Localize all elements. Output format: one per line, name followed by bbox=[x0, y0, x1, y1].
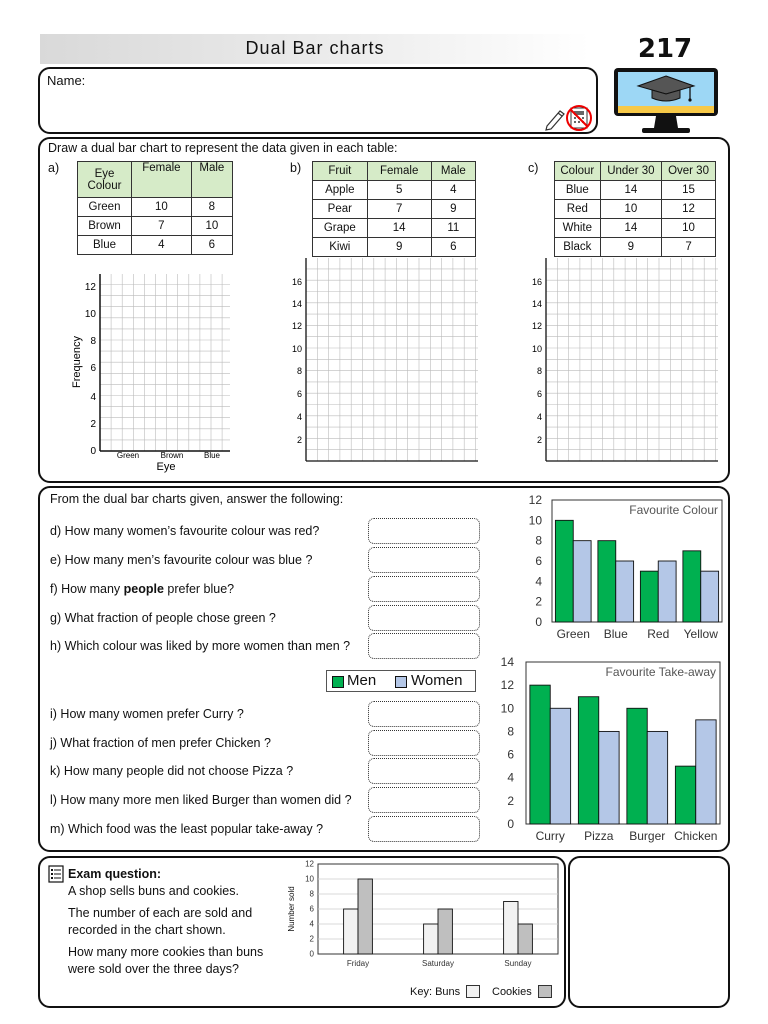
table-b-header: Fruit bbox=[313, 162, 368, 181]
table-b-cell: 14 bbox=[367, 219, 431, 238]
table-c-cell: 9 bbox=[600, 238, 661, 257]
x-tick-label: Blue bbox=[603, 627, 628, 641]
grid-b-ytick: 14 bbox=[291, 299, 302, 309]
table-c-header: Colour bbox=[555, 162, 601, 181]
sheet-number: 217 bbox=[637, 34, 693, 64]
grid-a-ytick: 0 bbox=[90, 446, 96, 457]
grid-b-ytick: 4 bbox=[296, 412, 302, 422]
table-a-cell: 4 bbox=[132, 236, 192, 255]
empty-grid-c[interactable] bbox=[526, 258, 722, 466]
grid-a-ytick: 6 bbox=[90, 363, 96, 374]
bar bbox=[555, 520, 573, 622]
exam-line: How many more cookies than buns bbox=[68, 945, 264, 959]
bar bbox=[683, 551, 701, 622]
y-tick-label: 4 bbox=[309, 919, 314, 929]
grid-b-ytick: 10 bbox=[291, 344, 302, 354]
grid-a-xcat: Brown bbox=[160, 451, 184, 460]
legend-women-label: Women bbox=[411, 672, 463, 689]
grid-a-ytick: 2 bbox=[90, 419, 96, 430]
key-buns-swatch bbox=[466, 985, 480, 998]
x-tick-label: Curry bbox=[535, 829, 565, 843]
grid-a-xcat: Blue bbox=[203, 451, 221, 460]
x-tick-label: Green bbox=[556, 627, 590, 641]
working-box[interactable] bbox=[568, 856, 730, 1008]
checklist-icon bbox=[48, 865, 64, 883]
table-a-cell: 10 bbox=[191, 217, 232, 236]
answer-box-i[interactable] bbox=[368, 701, 480, 727]
grid-b-ytick: 12 bbox=[291, 321, 302, 331]
bar bbox=[696, 720, 716, 824]
bar bbox=[438, 909, 452, 954]
table-a-cell: 10 bbox=[132, 198, 192, 217]
favourite-colour-chart bbox=[500, 490, 730, 650]
page-title: Dual Bar charts bbox=[245, 38, 385, 58]
y-tick-label: 6 bbox=[309, 904, 314, 914]
table-c-cell: Black bbox=[555, 238, 601, 257]
table-b-header: Female bbox=[367, 162, 431, 181]
table-b-cell: 9 bbox=[367, 238, 431, 257]
exam-line: The number of each are sold and bbox=[68, 906, 253, 920]
question-a-label: a) bbox=[48, 161, 60, 175]
y-tick-label: 10 bbox=[528, 513, 542, 528]
table-b bbox=[312, 161, 476, 257]
x-tick-label: Chicken bbox=[674, 829, 718, 843]
table-b-cell: 5 bbox=[367, 181, 431, 200]
x-tick-label: Saturday bbox=[421, 959, 455, 968]
grid-b-ytick: 6 bbox=[296, 389, 302, 399]
table-b-cell: 4 bbox=[431, 181, 475, 200]
grid-a-xcat: Green bbox=[116, 451, 140, 460]
table-b-cell: 7 bbox=[367, 200, 431, 219]
pencil-no-calculator-icon bbox=[544, 102, 600, 132]
grid-a-ytick: 12 bbox=[84, 282, 96, 293]
x-tick-label: Yellow bbox=[683, 627, 718, 641]
bar bbox=[640, 571, 658, 622]
table-c-cell: 10 bbox=[600, 200, 661, 219]
table-b-cell: Grape bbox=[313, 219, 368, 238]
answer-box-e[interactable] bbox=[368, 547, 480, 573]
key-cookies-label: Cookies bbox=[492, 986, 532, 998]
bar bbox=[598, 541, 616, 622]
question-e: e) How many men’s favourite colour was blue ? bbox=[50, 553, 313, 567]
exam-line: A shop sells buns and cookies. bbox=[68, 884, 239, 898]
question-i: i) How many women prefer Curry ? bbox=[50, 707, 244, 721]
table-b-header: Male bbox=[431, 162, 475, 181]
table-c-cell: 14 bbox=[600, 181, 661, 200]
bar bbox=[675, 766, 695, 824]
question-f-start: f) How many bbox=[50, 582, 124, 596]
favourite-takeaway-chart bbox=[490, 654, 730, 850]
table-b-cell: Pear bbox=[313, 200, 368, 219]
x-tick-label: Sunday bbox=[504, 959, 532, 968]
table-b-cell: 9 bbox=[431, 200, 475, 219]
y-tick-label: 8 bbox=[535, 533, 542, 548]
bar bbox=[573, 541, 591, 622]
y-tick-label: 8 bbox=[309, 889, 314, 899]
grid-a-xlabel: Eye bbox=[156, 461, 176, 473]
question-j: j) What fraction of men prefer Chicken ? bbox=[50, 736, 271, 750]
bar bbox=[530, 685, 550, 824]
legend bbox=[326, 670, 476, 692]
y-tick-label: 10 bbox=[305, 874, 314, 884]
table-c-cell: Blue bbox=[555, 181, 601, 200]
table-a-header: Eye Colour bbox=[78, 162, 132, 198]
table-c-cell: Red bbox=[555, 200, 601, 219]
y-tick-label: 6 bbox=[535, 554, 542, 568]
name-label: Name: bbox=[47, 73, 86, 88]
grid-b-ytick: 8 bbox=[296, 366, 302, 376]
y-tick-label: 4 bbox=[535, 574, 542, 589]
y-tick-label: 2 bbox=[309, 934, 314, 944]
question-m: m) Which food was the least popular take-away ? bbox=[50, 822, 324, 836]
table-c-cell: 7 bbox=[662, 238, 716, 257]
question-b-label: b) bbox=[290, 161, 302, 175]
answer-box-l[interactable] bbox=[368, 787, 480, 813]
answer-box-h[interactable] bbox=[368, 633, 480, 659]
y-tick-label: 0 bbox=[535, 615, 542, 629]
monitor-graduation-cap-icon bbox=[612, 66, 720, 136]
answer-box-k[interactable] bbox=[368, 758, 480, 784]
bar bbox=[616, 561, 634, 622]
grid-c-ytick: 8 bbox=[536, 366, 542, 376]
answer-box-g[interactable] bbox=[368, 605, 480, 631]
question-f bbox=[50, 582, 234, 596]
legend-women-swatch bbox=[395, 676, 407, 688]
answer-box-j[interactable] bbox=[368, 730, 480, 756]
table-a-cell: 6 bbox=[191, 236, 232, 255]
grid-a-ylabel: Frequency bbox=[71, 336, 83, 388]
grid-c-ytick: 14 bbox=[531, 299, 542, 309]
section2-intro: From the dual bar charts given, answer the following: bbox=[50, 492, 344, 506]
buns-cookies-chart bbox=[284, 858, 564, 970]
bar bbox=[358, 879, 372, 954]
y-axis-label: Number sold bbox=[287, 886, 296, 932]
table-a-cell: 8 bbox=[191, 198, 232, 217]
grid-c-ytick: 4 bbox=[536, 412, 542, 422]
y-tick-label: 10 bbox=[500, 701, 514, 716]
x-tick-label: Burger bbox=[629, 829, 666, 843]
table-b-cell: Kiwi bbox=[313, 238, 368, 257]
bar bbox=[599, 731, 619, 824]
grid-a-ytick: 8 bbox=[90, 336, 96, 347]
bar bbox=[578, 697, 598, 824]
table-c-header: Over 30 bbox=[662, 162, 716, 181]
table-c-cell: White bbox=[555, 219, 601, 238]
empty-grid-a[interactable] bbox=[66, 270, 240, 478]
y-tick-label: 12 bbox=[500, 678, 514, 693]
table-b-cell: Apple bbox=[313, 181, 368, 200]
y-tick-label: 14 bbox=[500, 655, 514, 669]
grid-c-ytick: 2 bbox=[536, 435, 542, 445]
grid-a-ytick: 4 bbox=[90, 392, 96, 403]
bar bbox=[424, 924, 438, 954]
x-tick-label: Red bbox=[647, 627, 670, 641]
legend-men-label: Men bbox=[347, 672, 377, 689]
x-tick-label: Friday bbox=[346, 959, 370, 968]
table-a bbox=[77, 161, 233, 255]
bar bbox=[701, 571, 719, 622]
question-f-end: prefer blue? bbox=[163, 582, 235, 596]
answer-box-f[interactable] bbox=[368, 576, 480, 602]
chart-title: Favourite Take-away bbox=[605, 665, 716, 679]
table-c-cell: 15 bbox=[662, 181, 716, 200]
question-f-bold: people bbox=[123, 582, 164, 596]
table-a-header: Male bbox=[191, 162, 232, 198]
question-g: g) What fraction of people chose green ? bbox=[50, 611, 276, 625]
y-tick-label: 4 bbox=[507, 770, 514, 785]
table-b-cell: 11 bbox=[431, 219, 475, 238]
exam-line: recorded in the chart shown. bbox=[68, 923, 226, 937]
grid-b-ytick: 16 bbox=[291, 277, 302, 287]
question-c-label: c) bbox=[528, 161, 539, 175]
table-a-header: Female bbox=[132, 162, 192, 198]
legend-men-swatch bbox=[332, 676, 344, 688]
y-tick-label: 2 bbox=[507, 793, 514, 808]
y-tick-label: 0 bbox=[309, 949, 314, 959]
bar bbox=[550, 708, 570, 824]
grid-b-ytick: 2 bbox=[296, 435, 302, 445]
y-tick-label: 6 bbox=[507, 747, 514, 762]
table-c-header: Under 30 bbox=[600, 162, 661, 181]
table-b-cell: 6 bbox=[431, 238, 475, 257]
bar bbox=[627, 708, 647, 824]
grid-c-ytick: 16 bbox=[531, 277, 542, 287]
y-tick-label: 12 bbox=[528, 493, 542, 507]
key-buns-label: Key: Buns bbox=[410, 986, 461, 998]
table-c-cell: 10 bbox=[662, 219, 716, 238]
bar bbox=[518, 924, 532, 954]
chart-title: Favourite Colour bbox=[629, 503, 718, 517]
table-c bbox=[554, 161, 716, 257]
y-tick-label: 8 bbox=[507, 724, 514, 739]
question-h: h) Which colour was liked by more women than men ? bbox=[50, 639, 351, 653]
grid-a-ytick: 10 bbox=[84, 309, 96, 320]
grid-c-ytick: 12 bbox=[531, 321, 542, 331]
empty-grid-b[interactable] bbox=[286, 258, 482, 466]
question-d: d) How many women’s favourite colour was red? bbox=[50, 524, 320, 538]
exam-question-heading: Exam question: bbox=[68, 867, 162, 881]
bar bbox=[647, 731, 667, 824]
exam-line: were sold over the three days? bbox=[68, 962, 239, 976]
question-l: l) How many more men liked Burger than women did ? bbox=[50, 793, 352, 807]
key-cookies-swatch bbox=[538, 985, 552, 998]
grid-c-ytick: 6 bbox=[536, 389, 542, 399]
name-box[interactable] bbox=[38, 67, 598, 134]
bar bbox=[504, 902, 518, 955]
y-tick-label: 0 bbox=[507, 817, 514, 831]
table-a-cell: Green bbox=[78, 198, 132, 217]
section1-instruction: Draw a dual bar chart to represent the data given in each table: bbox=[48, 141, 398, 155]
x-tick-label: Pizza bbox=[584, 829, 614, 843]
answer-box-d[interactable] bbox=[368, 518, 480, 544]
table-a-cell: 7 bbox=[132, 217, 192, 236]
bar bbox=[344, 909, 358, 954]
table-a-cell: Blue bbox=[78, 236, 132, 255]
y-tick-label: 2 bbox=[535, 594, 542, 609]
table-c-cell: 12 bbox=[662, 200, 716, 219]
grid-c-ytick: 10 bbox=[531, 344, 542, 354]
question-k: k) How many people did not choose Pizza ? bbox=[50, 764, 294, 778]
table-c-cell: 14 bbox=[600, 219, 661, 238]
y-tick-label: 12 bbox=[305, 859, 314, 869]
answer-box-m[interactable] bbox=[368, 816, 480, 842]
bar bbox=[658, 561, 676, 622]
table-a-cell: Brown bbox=[78, 217, 132, 236]
